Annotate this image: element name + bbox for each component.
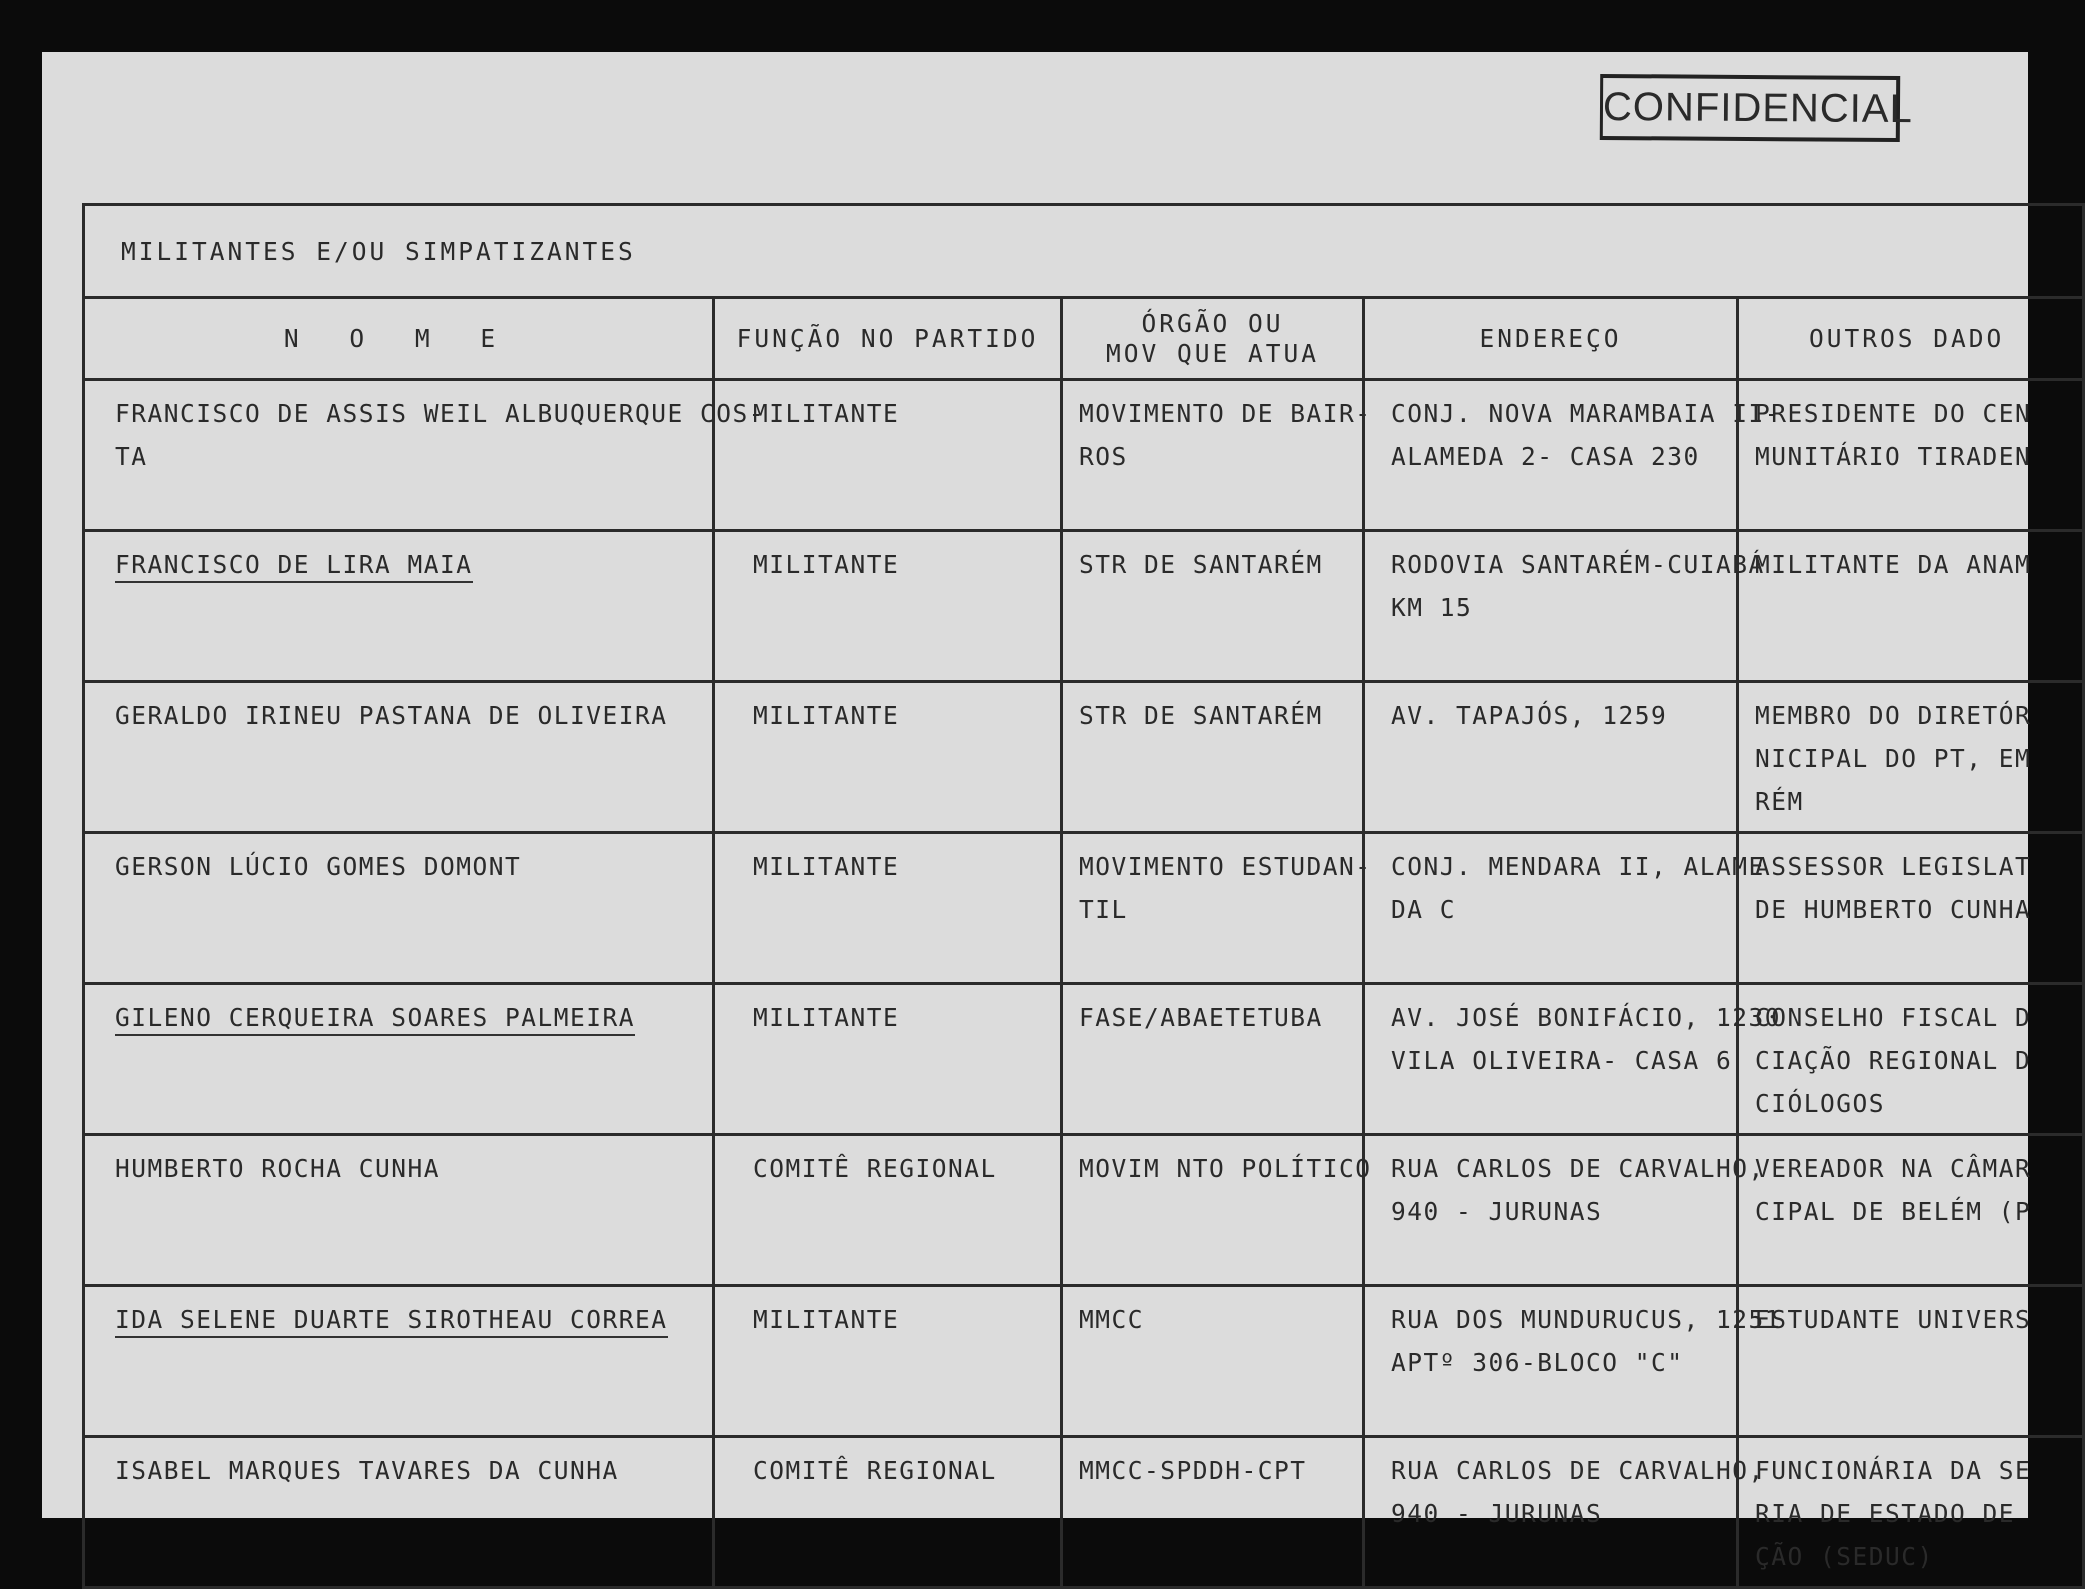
funcao-text: COMITÊ REGIONAL [753,1456,997,1485]
cell-endereco [1364,682,1738,833]
cell-outros [1738,682,2084,833]
outros-line1: ASSESSOR LEGISLAT [1755,852,2032,881]
nome-line1: FRANCISCO DE LIRA MAIA [115,550,473,583]
funcao-text: COMITÊ REGIONAL [753,1154,997,1183]
cell-funcao [714,1286,1062,1437]
endereco-line1: RUA DOS MUNDURUCUS, 1251 [1391,1305,1782,1334]
cell-orgao [1062,531,1364,682]
cell-outros [1738,984,2084,1135]
cell-endereco [1364,1135,1765,1286]
nome-line1: IDA SELENE DUARTE SIROTHEAU CORREA [115,1305,668,1338]
cell-nome [84,1135,714,1286]
table-row [84,984,2084,1135]
orgao-line1: MOVIMENTO DE BAIR- [1079,399,1372,428]
table-row [84,531,2084,682]
document-page [42,52,2032,1571]
outros-line2: NICIPAL DO PT, EM [1755,744,2032,773]
header-orgao-line1: ÓRGÃO OU [1141,308,1284,338]
outros-line1: MEMBRO DO DIRETÓR [1755,701,2032,730]
cell-nome [84,682,714,833]
endereco-line2: KM 15 [1391,593,1473,622]
cell-funcao [714,682,1062,833]
header-nome: N O M E [84,298,714,380]
outros-line3: ÇÃO (SEDUC) [1755,1542,1934,1571]
header-endereco: ENDEREÇO [1364,298,1738,380]
nome-line1: GILENO CERQUEIRA SOARES PALMEIRA [115,1003,635,1036]
header-funcao: FUNÇÃO NO PARTIDO [714,298,1062,380]
endereco-line1: RUA CARLOS DE CARVALHO, [1391,1154,1765,1183]
endereco-line2: DA C [1391,895,1457,924]
cell-nome [84,380,766,531]
column-header-row [84,298,2084,380]
nome-line1: FRANCISCO DE ASSIS WEIL ALBUQUERQUE COS- [115,399,766,428]
cell-nome [84,1286,714,1437]
cell-funcao [714,984,1062,1135]
cell-orgao [1062,1286,1364,1437]
cell-funcao [714,380,1062,531]
cell-nome [84,531,714,682]
funcao-text: MILITANTE [753,399,900,428]
cell-endereco [1364,984,1782,1135]
table-row [84,380,2084,531]
endereco-line1: RUA CARLOS DE CARVALHO, [1391,1456,1765,1485]
outros-line2: MUNITÁRIO TIRADEN [1755,442,2032,471]
orgao-line1: STR DE SANTARÉM [1079,550,1323,579]
cell-orgao [1062,833,1372,984]
nome-line1: GERSON LÚCIO GOMES DOMONT [115,852,522,881]
outros-line2: CIAÇÃO REGIONAL D [1755,1046,2032,1075]
cell-endereco [1364,833,1765,984]
orgao-line1: FASE/ABAETETUBA [1079,1003,1323,1032]
cell-funcao [714,1135,1062,1286]
cell-orgao [1062,1135,1372,1286]
endereco-line2: 940 - JURUNAS [1391,1197,1603,1226]
endereco-line1: AV. JOSÉ BONIFÁCIO, 1230 [1391,1003,1782,1032]
cell-outros [1738,380,2084,531]
cell-orgao [1062,682,1364,833]
cell-endereco [1364,531,1765,682]
cell-nome [84,984,714,1135]
cell-funcao [714,531,1062,682]
orgao-line1: MOVIMENTO ESTUDAN- [1079,852,1372,881]
outros-line2: RIA DE ESTADO DE [1755,1499,2016,1528]
header-orgao-line2: MOV QUE ATUA [1105,338,1319,368]
funcao-text: MILITANTE [753,852,900,881]
nome-line2: TA [115,442,148,471]
cell-nome [84,833,714,984]
funcao-text: MILITANTE [753,701,900,730]
cell-nome [84,1437,714,1588]
orgao-line1: MMCC [1079,1305,1145,1334]
cell-funcao [714,1437,1062,1588]
endereco-line2: ALAMEDA 2- CASA 230 [1391,442,1700,471]
table-row [84,1286,2084,1437]
cell-orgao [1062,380,1372,531]
table-row [84,682,2084,833]
orgao-line2: TIL [1079,895,1128,924]
orgao-line1: MMCC-SPDDH-CPT [1079,1456,1307,1485]
cell-endereco [1364,380,1782,531]
section-title: MILITANTES E/OU SIMPATIZANTES [84,205,2084,298]
cell-outros [1738,1286,2084,1437]
endereco-line2: APTº 306-BLOCO "C" [1391,1348,1684,1377]
confidential-stamp: CONFIDENCIAL [1600,74,1900,142]
endereco-line1: RODOVIA SANTARÉM-CUIABÁ [1391,550,1765,579]
outros-line1: PRESIDENTE DO CEN [1755,399,2032,428]
cell-funcao [714,833,1062,984]
orgao-line1: STR DE SANTARÉM [1079,701,1323,730]
outros-line3: CIÓLOGOS [1755,1089,1886,1118]
outros-line1: CONSELHO FISCAL D [1755,1003,2032,1032]
outros-line1: VEREADOR NA CÂMAR [1755,1154,2032,1183]
endereco-line2: 940 - JURUNAS [1391,1499,1603,1528]
cell-endereco [1364,1286,1782,1437]
endereco-line1: CONJ. NOVA MARAMBAIA II- [1391,399,1782,428]
header-orgao [1062,298,1364,380]
outros-line1: ESTUDANTE UNIVERS [1755,1305,2032,1334]
table-row [84,1135,2084,1286]
endereco-line2: VILA OLIVEIRA- CASA 6 [1391,1046,1733,1075]
outros-line2: DE HUMBERTO CUNHA [1755,895,2032,924]
cell-outros [1738,833,2084,984]
orgao-line2: ROS [1079,442,1128,471]
militants-table [82,203,2085,1589]
cell-endereco [1364,1437,1765,1588]
cell-outros [1738,531,2084,682]
outros-line1: FUNCIONÁRIA DA SE [1755,1456,2032,1485]
nome-line1: ISABEL MARQUES TAVARES DA CUNHA [115,1456,619,1485]
outros-line1: MILITANTE DA ANAM [1755,550,2032,579]
funcao-text: MILITANTE [753,1305,900,1334]
outros-line2: CIPAL DE BELÉM (P [1755,1197,2032,1226]
endereco-line1: AV. TAPAJÓS, 1259 [1391,701,1668,730]
cell-orgao [1062,984,1364,1135]
header-outros: OUTROS DADO [1738,298,2084,380]
cell-outros [1738,1437,2084,1588]
cell-orgao [1062,1437,1364,1588]
cell-outros [1738,1135,2084,1286]
outros-line3: RÉM [1755,787,1804,816]
orgao-line1: MOVIM NTO POLÍTICO [1079,1154,1372,1183]
funcao-text: MILITANTE [753,1003,900,1032]
nome-line1: HUMBERTO ROCHA CUNHA [115,1154,441,1183]
nome-line1: GERALDO IRINEU PASTANA DE OLIVEIRA [115,701,668,730]
table-row [84,833,2084,984]
section-header-row [84,205,2084,298]
funcao-text: MILITANTE [753,550,900,579]
endereco-line1: CONJ. MENDARA II, ALAME [1391,852,1765,881]
table-row [84,1437,2084,1588]
